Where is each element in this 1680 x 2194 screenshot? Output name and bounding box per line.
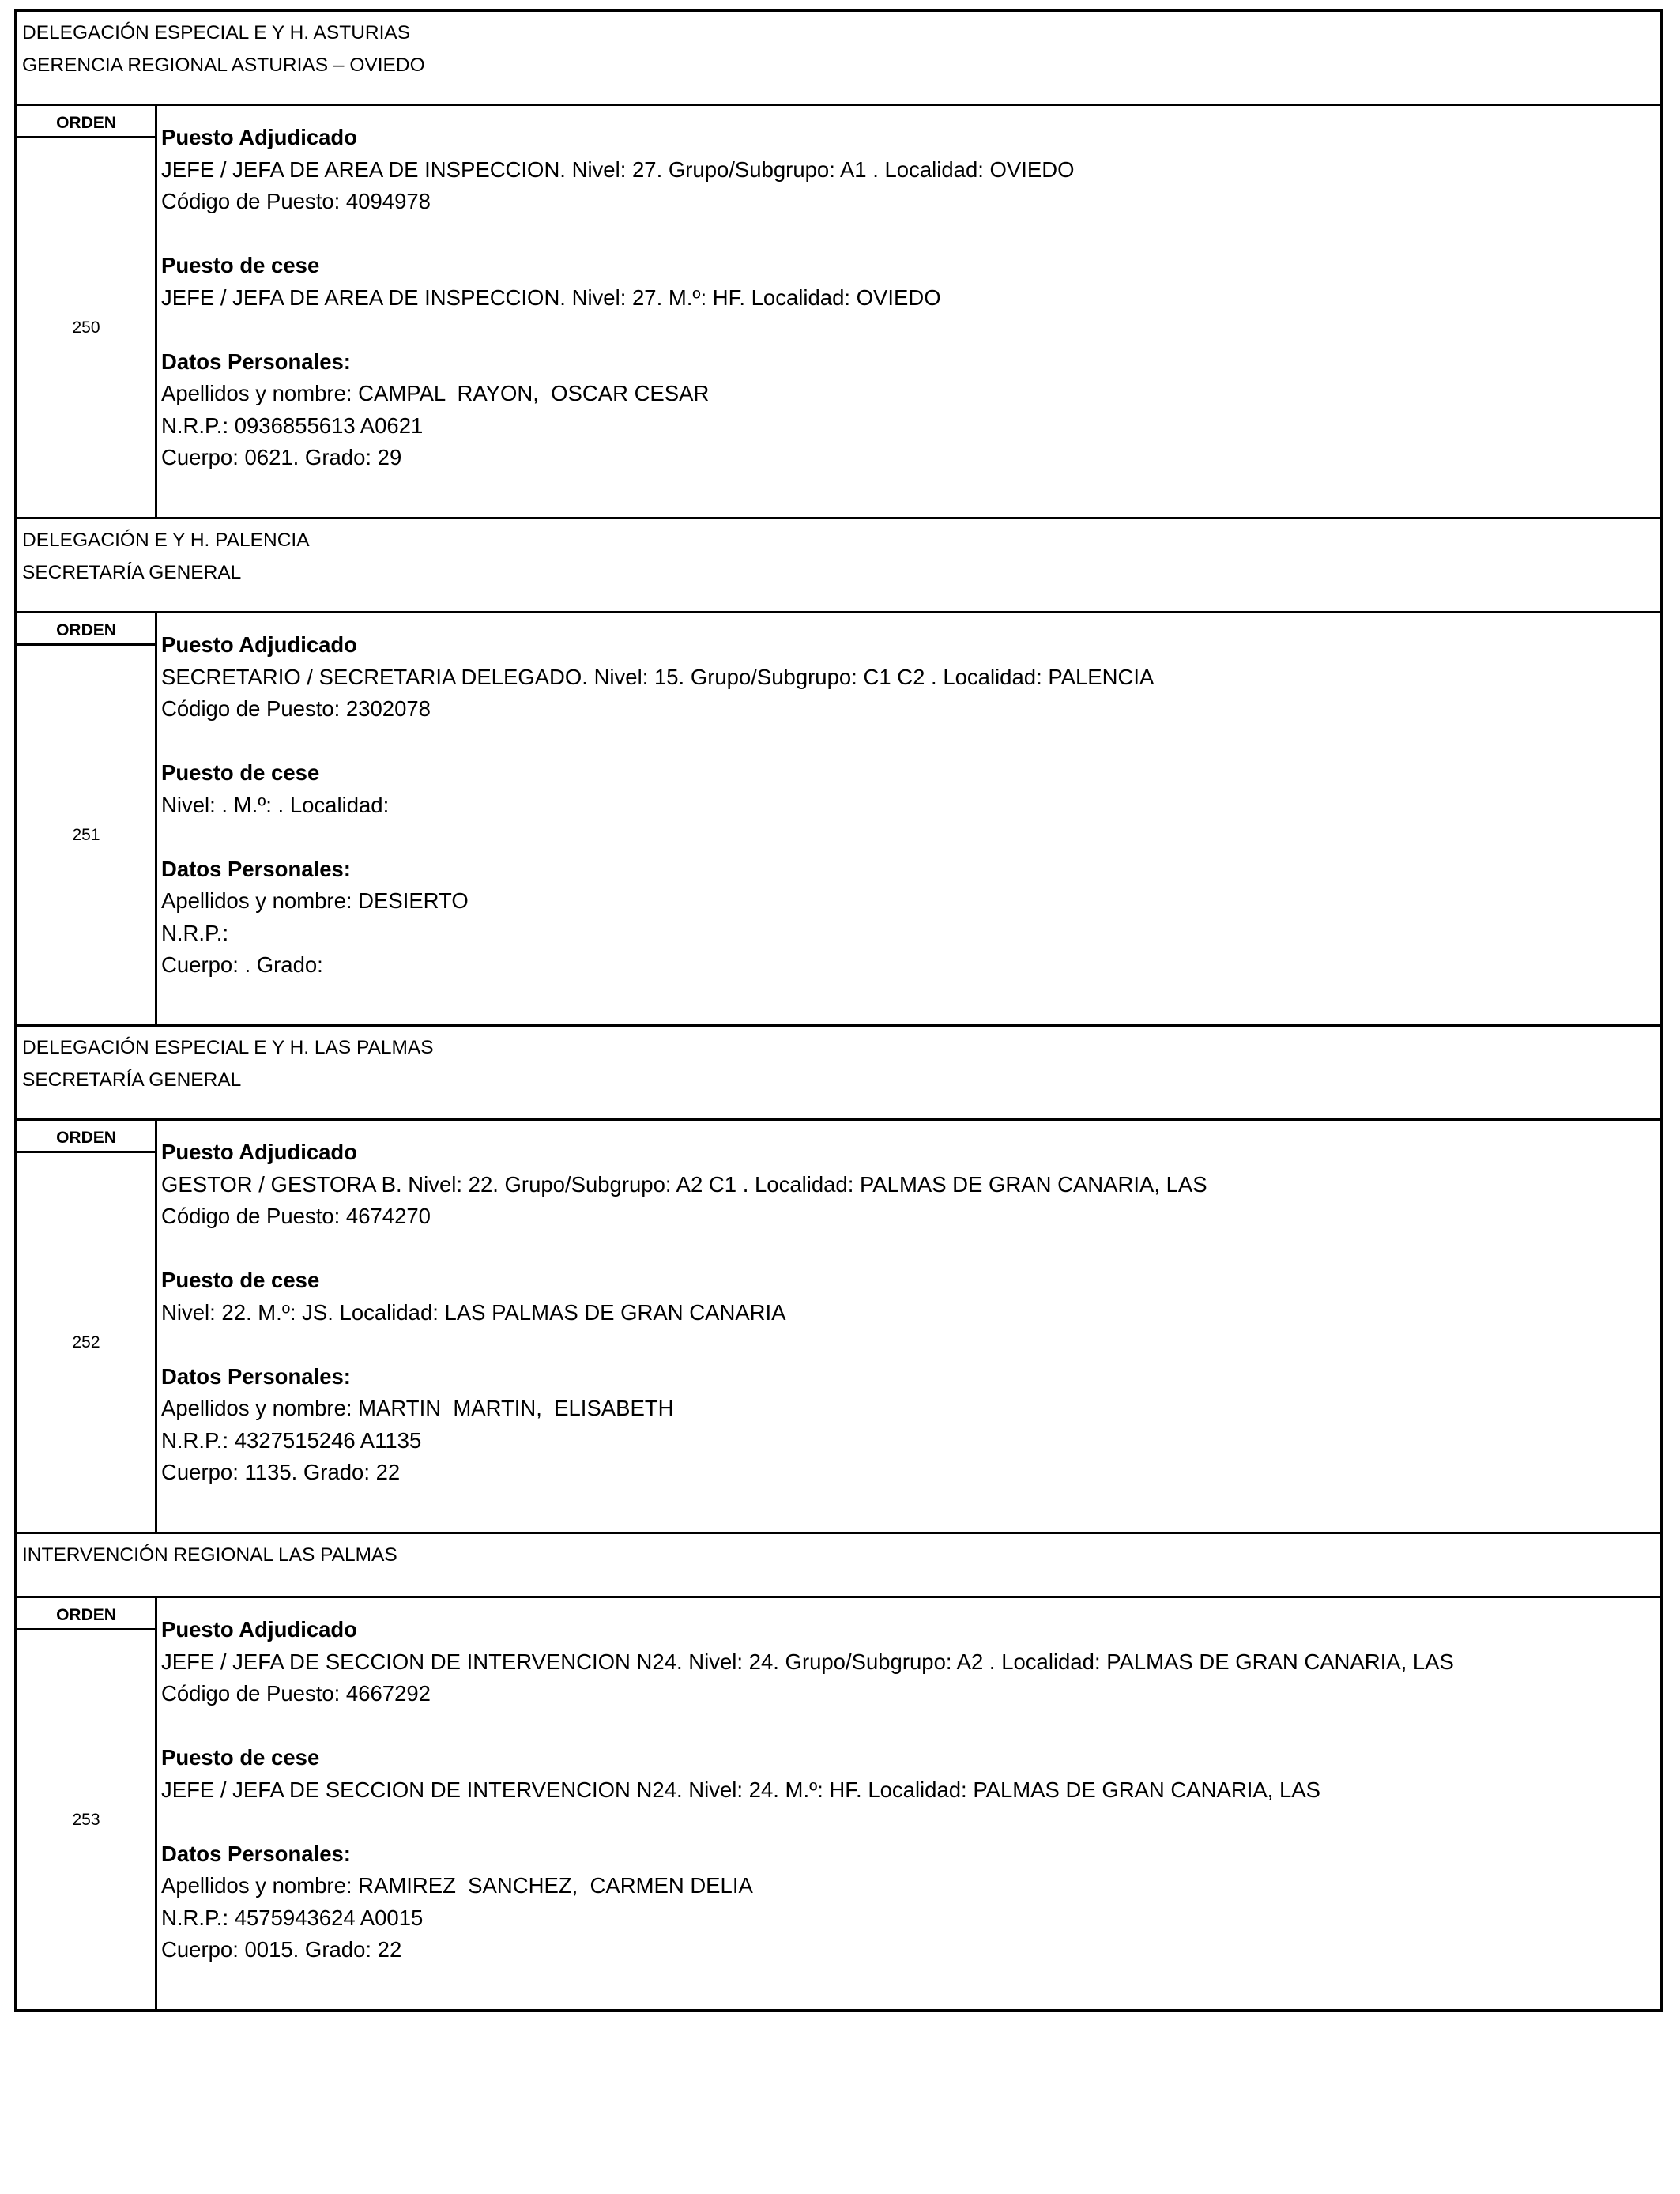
codigo-puesto: Código de Puesto: 4674270: [161, 1204, 431, 1228]
orden-column: [17, 613, 157, 1024]
cuerpo-grado: Cuerpo: . Grado:: [161, 952, 323, 977]
apellidos-nombre: Apellidos y nombre: DESIERTO: [161, 888, 469, 913]
orden-number: 251: [72, 825, 100, 844]
spacer: [161, 1710, 1660, 1743]
datos-personales-heading: Datos Personales:: [161, 1363, 351, 1389]
section-block: [17, 12, 1660, 519]
orden-label: ORDEN: [17, 1598, 155, 1630]
apellidos-nombre: Apellidos y nombre: CAMPAL RAYON, OSCAR CESAR: [161, 381, 710, 405]
puesto-adjudicado-heading: Puesto Adjudicado: [161, 1617, 358, 1642]
apellidos-nombre: Apellidos y nombre: RAMIREZ SANCHEZ, CARMEN DELIA: [161, 1873, 753, 1898]
codigo-puesto: Código de Puesto: 4094978: [161, 189, 431, 213]
section-block: [17, 519, 1660, 1027]
puesto-adjudicado-heading: Puesto Adjudicado: [161, 1140, 358, 1164]
section-body: [17, 1598, 1660, 2009]
puesto-adjudicado-text: GESTOR / GESTORA B. Nivel: 22. Grupo/Subgrupo: A2 C1 . Localidad: PALMAS DE GRAN CANARIA, LAS: [161, 1171, 1207, 1197]
puesto-adjudicado-heading: Puesto Adjudicado: [161, 632, 358, 657]
spacer: [161, 1233, 1660, 1265]
nrp: N.R.P.:: [161, 920, 229, 945]
puesto-adjudicado-text: JEFE / JEFA DE SECCION DE INTERVENCION N24. Nivel: 24. Grupo/Subgrupo: A2 . Localidad: PALMAS DE GRAN CANARIA, LAS: [161, 1649, 1454, 1674]
orden-label: ORDEN: [17, 1121, 155, 1153]
entry-content: [157, 613, 1660, 1024]
spacer: [161, 821, 1660, 854]
section-header: [17, 1027, 1660, 1121]
orden-column: [17, 1121, 157, 1532]
cuerpo-grado: Cuerpo: 0015. Grado: 22: [161, 1937, 402, 1962]
section-header-line: DELEGACIÓN E Y H. PALENCIA: [22, 530, 310, 551]
section-header: [17, 1534, 1660, 1598]
entry-content: [157, 106, 1660, 517]
section-header-line: DELEGACIÓN ESPECIAL E Y H. ASTURIAS: [22, 22, 411, 43]
datos-personales-heading: Datos Personales:: [161, 1841, 351, 1866]
nrp: N.R.P.: 4575943624 A0015: [161, 1905, 424, 1930]
puesto-cese-text: Nivel: 22. M.º: JS. Localidad: LAS PALMAS DE GRAN CANARIA: [161, 1299, 786, 1325]
section-body: [17, 106, 1660, 517]
puesto-adjudicado-text: SECRETARIO / SECRETARIA DELEGADO. Nivel: 15. Grupo/Subgrupo: C1 C2 . Localidad: PALENCIA: [161, 664, 1155, 689]
section-header-line: SECRETARÍA GENERAL: [22, 562, 242, 583]
puesto-cese-text: Nivel: . M.º: . Localidad:: [161, 792, 390, 817]
puesto-cese-text: JEFE / JEFA DE AREA DE INSPECCION. Nivel: 27. M.º: HF. Localidad: OVIEDO: [161, 285, 941, 310]
apellidos-nombre: Apellidos y nombre: MARTIN MARTIN, ELISABETH: [161, 1396, 674, 1420]
datos-personales-heading: Datos Personales:: [161, 856, 351, 881]
section-block: [17, 1027, 1660, 1534]
section-header-line: INTERVENCIÓN REGIONAL LAS PALMAS: [22, 1544, 397, 1566]
section-header: [17, 519, 1660, 613]
orden-number: 250: [72, 318, 100, 337]
entry-content: [157, 1598, 1660, 2009]
spacer: [161, 1806, 1660, 1838]
puesto-adjudicado-heading: Puesto Adjudicado: [161, 125, 358, 149]
puesto-cese-heading: Puesto de cese: [161, 1745, 320, 1770]
section-header-line: SECRETARÍA GENERAL: [22, 1069, 242, 1091]
codigo-puesto: Código de Puesto: 2302078: [161, 696, 431, 721]
section-block: [17, 1534, 1660, 2009]
entry-content: [157, 1121, 1660, 1532]
puesto-cese-heading: Puesto de cese: [161, 253, 320, 277]
nrp: N.R.P.: 4327515246 A1135: [161, 1427, 422, 1453]
spacer: [161, 218, 1660, 251]
orden-column: [17, 1598, 157, 2009]
section-header: [17, 12, 1660, 106]
spacer: [161, 1329, 1660, 1361]
puesto-cese-text: JEFE / JEFA DE SECCION DE INTERVENCION N24. Nivel: 24. M.º: HF. Localidad: PALMAS DE GRAN CANARIA, LAS: [161, 1777, 1320, 1802]
codigo-puesto: Código de Puesto: 4667292: [161, 1681, 431, 1706]
orden-label: ORDEN: [17, 106, 155, 138]
spacer: [161, 726, 1660, 758]
puesto-adjudicado-text: JEFE / JEFA DE AREA DE INSPECCION. Nivel: 27. Grupo/Subgrupo: A1 . Localidad: OVIEDO: [161, 156, 1075, 182]
cuerpo-grado: Cuerpo: 1135. Grado: 22: [161, 1460, 401, 1484]
section-header-line: DELEGACIÓN ESPECIAL E Y H. LAS PALMAS: [22, 1037, 434, 1058]
puesto-cese-heading: Puesto de cese: [161, 1268, 320, 1292]
section-body: [17, 1121, 1660, 1532]
spacer: [161, 314, 1660, 346]
nrp: N.R.P.: 0936855613 A0621: [161, 413, 424, 438]
puesto-cese-heading: Puesto de cese: [161, 760, 320, 785]
document-table: [14, 9, 1663, 2012]
section-header-line: GERENCIA REGIONAL ASTURIAS – OVIEDO: [22, 55, 425, 76]
orden-column: [17, 106, 157, 517]
datos-personales-heading: Datos Personales:: [161, 349, 351, 374]
section-body: [17, 613, 1660, 1024]
cuerpo-grado: Cuerpo: 0621. Grado: 29: [161, 445, 402, 469]
orden-number: 252: [72, 1333, 100, 1351]
orden-number: 253: [72, 1810, 100, 1829]
orden-label: ORDEN: [17, 613, 155, 646]
